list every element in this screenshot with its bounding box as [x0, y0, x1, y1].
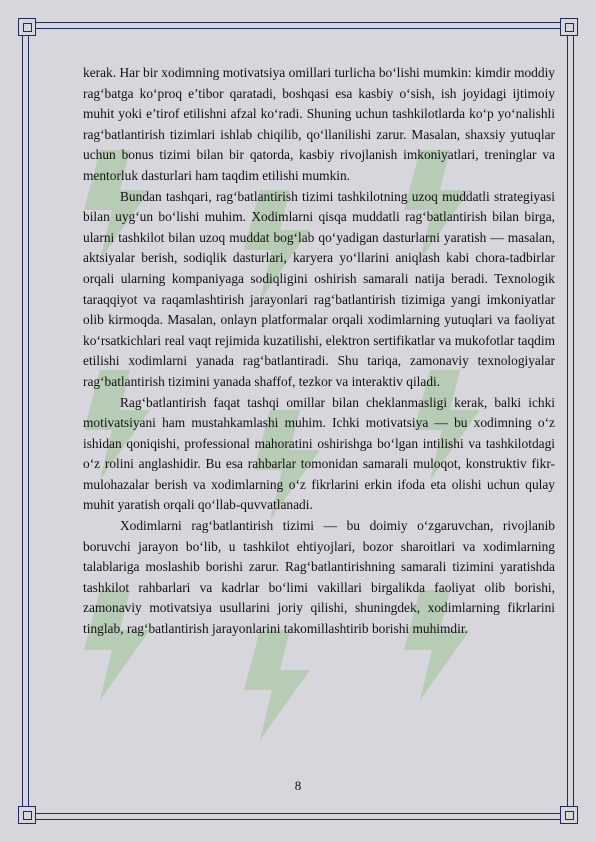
paragraph-1: kerak. Har bir xodimning motivatsiya omillari turlicha bo‘lishi mumkin: kimdir moddiy rag‘batga ko‘proq e’tibor qaratadi, boshqasi esa kasbiy o‘sish, ish joyidagi ijtimoiy muhit yoki e’tirof etilishni afzal ko‘radi. Shuning uchun tashkilotlarda ko‘p yo‘nalishli rag‘batlantirish tizimlari ishlab chiqilib, qo‘llanilishi zarur. Masalan, shaxsiy yutuqlar uchun bonus tizimi bilan bir qatorda, kasbiy rivojlanish imkoniyatlari, treninglar va mentorluk dasturlari ham taqdim etilishi mumkin. [83, 65, 555, 183]
body-text [83, 63, 555, 640]
corner-ornament-bottom-left [18, 806, 36, 824]
corner-ornament-top-right [560, 18, 578, 36]
paragraph-4: Xodimlarni rag‘batlantirish tizimi — bu doimiy o‘zgaruvchan, rivojlanib boruvchi jarayon bo‘lib, u tashkilot ehtiyojlari, bozor sharoitlari va xodimlarning talablariga moslashib borishi zarur. Rag‘batlantirishning samarali tizimini yaratishda tashkilot rahbarlari va kadrlar bo‘limi vakillari birgalikda faoliyat olib borishi, zamonaviy motivatsiya usullarini joriy qilishi, shuningdek, xodimlarning fikrlarini tinglab, rag‘batlantirish jarayonlarini takomillashtirib borishi muhimdir. [83, 518, 555, 637]
page-number: 8 [294, 778, 302, 793]
corner-ornament-bottom-right [560, 806, 578, 824]
paragraph-3: Rag‘batlantirish faqat tashqi omillar bilan cheklanmasligi kerak, balki ichki motivatsiyani ham mustahkamlashi muhim. Ichki motivatsiya — bu xodimning o‘z ishidan qoniqishi, professional mahoratini oshirishga bo‘lgan intilishi va tashkilotdagi o‘z rolini anglashidir. Bu esa rahbarlar tomonidan samarali muloqot, konstruktiv fikr-mulohazalar berish va xodimlarning o‘z fikrlarini erkin ifoda eta olishi uchun qulay muhit yaratish orqali qo‘llab-quvvatlanadi. [83, 394, 555, 513]
paragraph-2: Bundan tashqari, rag‘batlantirish tizimi tashkilotning uzoq muddatli strategiyasi bilan uyg‘un bo‘lishi muhim. Xodimlarni qisqa muddatli rag‘batlantirish bilan birga, ularni tashkilot bilan uzoq muddat bog‘lab qo‘yadigan dasturlarni yaratish — masalan, aktsiyalar berish, sodiqlik dasturlari, karyera yo‘llarini aniqlash kabi chora-tadbirlar orqali ularning kompaniyaga sodiqligini oshirish samarali natija beradi. Texnologik taraqqiyot va raqamlashtirish jarayonlari rag‘batlantirish tizimiga yangi imkoniyatlar olib kirmoqda. Masalan, onlayn platformalar orqali xodimlarning yutuqlari va faoliyat ko‘rsatkichlari real vaqt rejimida kuzatilishi, elektron sertifikatlar va mukofotlar taqdim etilishi xodimlarni yanada rag‘batlantiradi. Shu tariqa, zamonaviy texnologiyalar rag‘batlantirish tizimini yanada shaffof, tezkor va interaktiv qiladi. [83, 188, 555, 389]
corner-ornament-top-left [18, 18, 36, 36]
